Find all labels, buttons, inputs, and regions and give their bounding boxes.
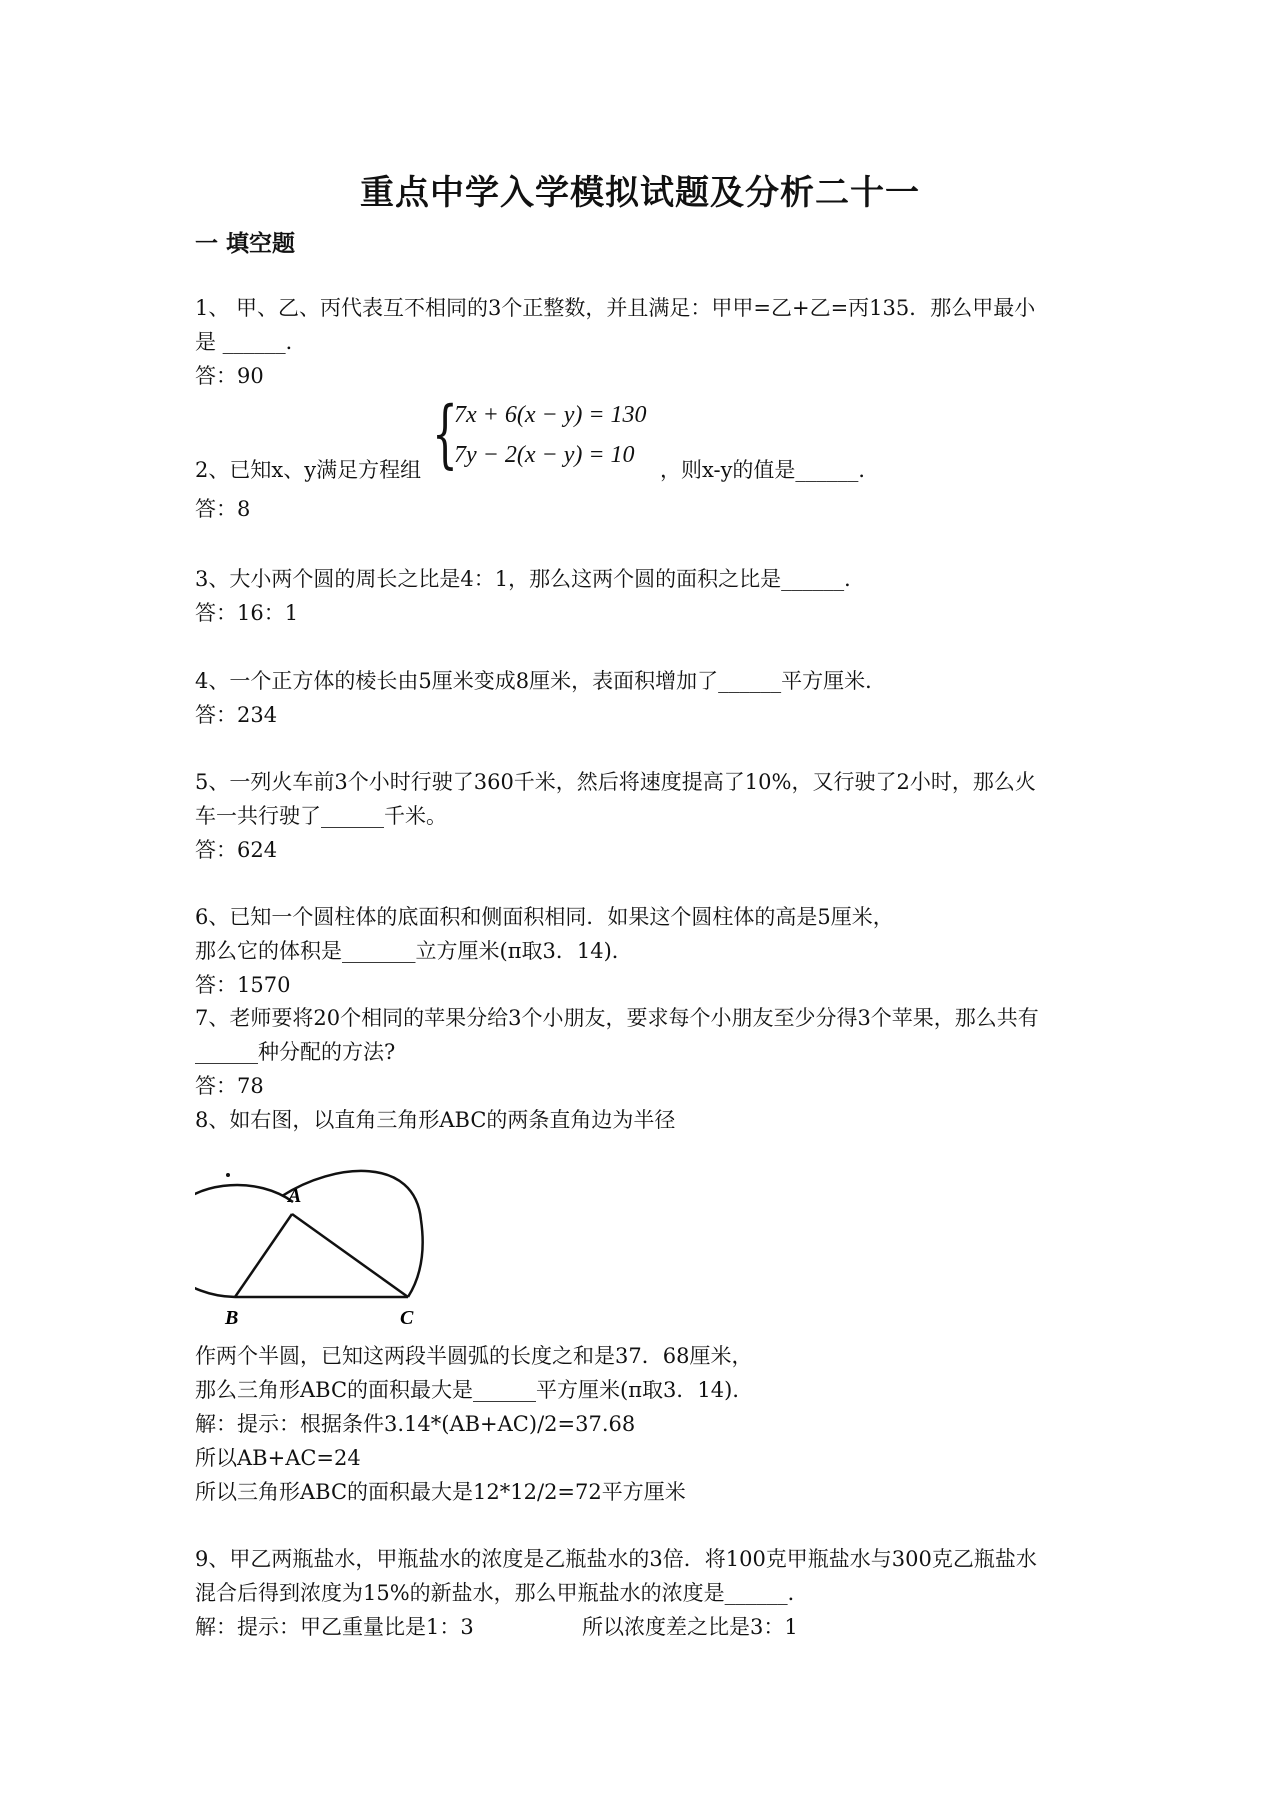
question-9-solution-1: 解：提示：甲乙重量比是1：3 (195, 1615, 474, 1639)
section-heading: 一 填空题 (195, 231, 296, 257)
question-2-suffix: ，则x-y的值是______． (660, 458, 880, 482)
triangle-semicircle-figure (195, 1162, 435, 1332)
question-8-line-2: 作两个半圆，已知这两段半圆弧的长度之和是37．68厘米， (195, 1344, 753, 1368)
point-dot (226, 1173, 230, 1177)
question-1-answer: 答：90 (195, 364, 264, 388)
left-semicircle-arc (195, 1185, 293, 1297)
question-5-answer: 答：624 (195, 838, 278, 862)
question-8-line-3: 那么三角形ABC的面积最大是______平方厘米(π取3．14)． (195, 1378, 754, 1402)
question-6-line-2: 那么它的体积是_______立方厘米(π取3．14)． (195, 939, 633, 963)
question-7-line-2: ______种分配的方法? (195, 1040, 396, 1064)
question-8-solution-2: 所以AB+AC=24 (195, 1446, 361, 1470)
equation-brace: { (432, 391, 458, 477)
label-c: C (400, 1307, 414, 1329)
question-8-solution-1: 解：提示：根据条件3.14*(AB+AC)/2=37.68 (195, 1412, 636, 1436)
question-8-line-1: 8、如右图，以直角三角形ABC的两条直角边为半径 (195, 1108, 676, 1132)
question-3-line-1: 3、大小两个圆的周长之比是4：1，那么这两个圆的面积之比是______． (195, 567, 866, 591)
page-title: 重点中学入学模拟试题及分析二十一 (360, 173, 920, 213)
question-6-line-1: 6、已知一个圆柱体的底面积和侧面积相同．如果这个圆柱体的高是5厘米， (195, 905, 894, 929)
question-4-line-1: 4、一个正方体的棱长由5厘米变成8厘米，表面积增加了______平方厘米． (195, 669, 887, 693)
question-7-answer: 答：78 (195, 1074, 264, 1098)
question-3-answer: 答：16：1 (195, 601, 299, 625)
right-semicircle-arc (282, 1171, 423, 1297)
question-1-line-2: 是 ______． (195, 330, 307, 354)
question-4-answer: 答：234 (195, 703, 278, 727)
question-2-answer: 答：8 (195, 497, 251, 521)
question-9-solution-2: 所以浓度差之比是3：1 (582, 1615, 798, 1639)
question-5-line-1: 5、一列火车前3个小时行驶了360千米，然后将速度提高了10%，又行驶了2小时，那么火 (195, 770, 1036, 794)
equation-system (432, 391, 672, 480)
side-ab (235, 1214, 292, 1297)
label-b: B (225, 1307, 239, 1329)
question-9-line-1: 9、甲乙两瓶盐水，甲瓶盐水的浓度是乙瓶盐水的3倍．将100克甲瓶盐水与300克乙瓶盐水 (195, 1547, 1037, 1571)
question-8-solution-3: 所以三角形ABC的面积最大是12*12/2=72平方厘米 (195, 1480, 686, 1504)
question-5-line-2: 车一共行驶了______千米。 (195, 804, 447, 828)
question-9-line-2: 混合后得到浓度为15%的新盐水，那么甲瓶盐水的浓度是______． (195, 1581, 809, 1605)
equation-1: 7x + 6(x − y) = 130 (454, 402, 647, 428)
equation-2: 7y − 2(x − y) = 10 (454, 442, 635, 468)
question-7-line-1: 7、老师要将20个相同的苹果分给3个小朋友，要求每个小朋友至少分得3个苹果，那么共有 (195, 1006, 1039, 1030)
question-1-line-1: 1、 甲、乙、丙代表互不相同的3个正整数，并且满足：甲甲=乙+乙=丙135．那么甲最小 (195, 296, 1036, 320)
side-ac (292, 1214, 408, 1297)
label-a: A (288, 1185, 302, 1207)
question-2-prefix: 2、已知x、y满足方程组 (195, 458, 422, 482)
question-6-answer: 答：1570 (195, 973, 291, 997)
